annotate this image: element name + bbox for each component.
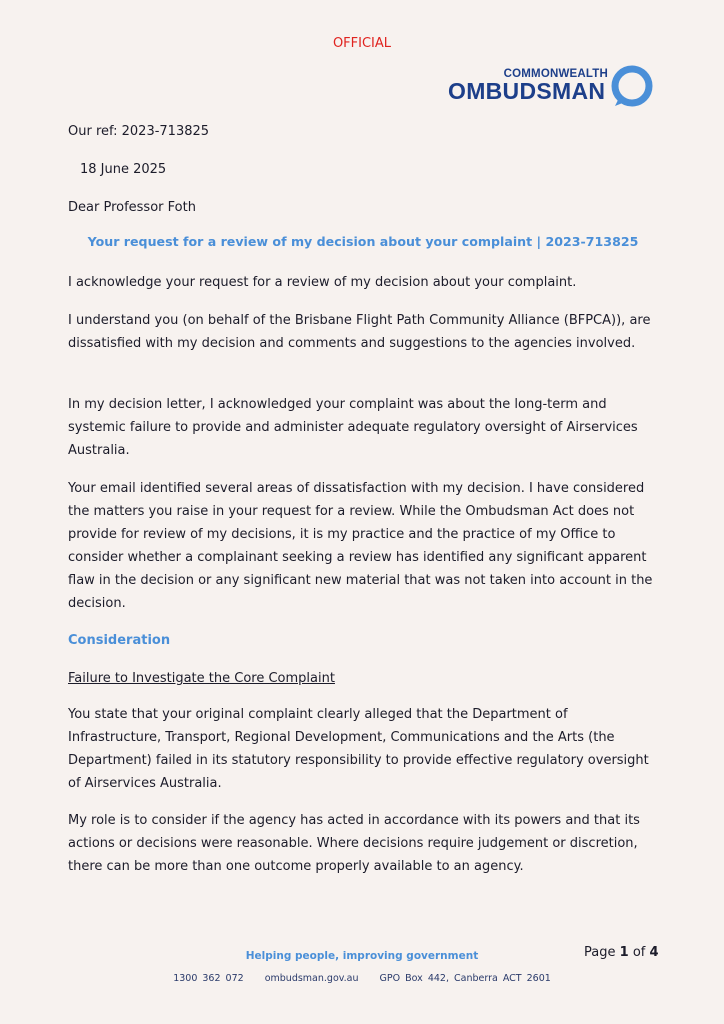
footer-phone: 1300 362 072 bbox=[173, 973, 244, 984]
logo-line1: COMMONWEALTH bbox=[503, 68, 608, 80]
page-prefix: Page bbox=[584, 945, 616, 960]
our-reference: Our ref: 2023-713825 bbox=[68, 124, 210, 139]
paragraph-acknowledge: I acknowledge your request for a review of my decision about your complaint. bbox=[68, 275, 577, 290]
page-number bbox=[584, 945, 659, 960]
paragraph-dissatisfied: I understand you (on behalf of the Brisbane Flight Path Community Alliance (BFPCA)), are dissatisfied with my decision and comments and suggestions to the agencies involved. bbox=[68, 313, 651, 351]
letter-date: 18 June 2025 bbox=[80, 162, 167, 177]
section-heading: Consideration bbox=[68, 633, 171, 648]
page-of: of bbox=[632, 945, 646, 960]
paragraph-my-role: My role is to consider if the agency has acted in accordance with its powers and that its actions or decisions were reasonable. Where decisions require judgement or discretion, there can be more than one outcome properly available to an agency. bbox=[68, 813, 640, 874]
logo-line2: OMBUDSMAN bbox=[448, 78, 606, 104]
page-total: 4 bbox=[649, 945, 659, 960]
paragraph-review-practice: Your email identified several areas of dissatisfaction with my decision. I have considered the matters you raise in your request for a review. While the Ombudsman Act does not provide for review of my decisions, it is my practice and the practice of my Office to consider whether a complainant seeking a review has identified any significant apparent flaw in the decision or any significant new material that was not taken into account in the decision. bbox=[68, 481, 653, 611]
letter-subject: Your request for a review of my decision about your complaint | 2023-713825 bbox=[87, 234, 639, 249]
ombudsman-logo bbox=[448, 64, 656, 108]
paragraph-original-complaint: You state that your original complaint clearly alleged that the Department of Infrastructure, Transport, Regional Development, Communications and the Arts (the Department) failed in its statutory responsibility to provide effective regulatory oversight of Airservices Australia. bbox=[68, 707, 649, 791]
footer-tagline: Helping people, improving government bbox=[245, 950, 479, 962]
speech-bubble-icon bbox=[610, 64, 654, 108]
footer-website[interactable]: ombudsman.gov.au bbox=[264, 973, 359, 984]
salutation: Dear Professor Foth bbox=[68, 200, 196, 215]
footer-contact bbox=[0, 973, 724, 984]
classification-label: OFFICIAL bbox=[332, 36, 392, 51]
paragraph-decision-letter: In my decision letter, I acknowledged your complaint was about the long-term and systemic failure to provide and administer adequate regulatory oversight of Airservices Australia. bbox=[68, 397, 638, 458]
footer-address: GPO Box 442, Canberra ACT 2601 bbox=[379, 973, 551, 984]
page-current: 1 bbox=[619, 945, 629, 960]
subheading: Failure to Investigate the Core Complaint bbox=[68, 671, 335, 686]
